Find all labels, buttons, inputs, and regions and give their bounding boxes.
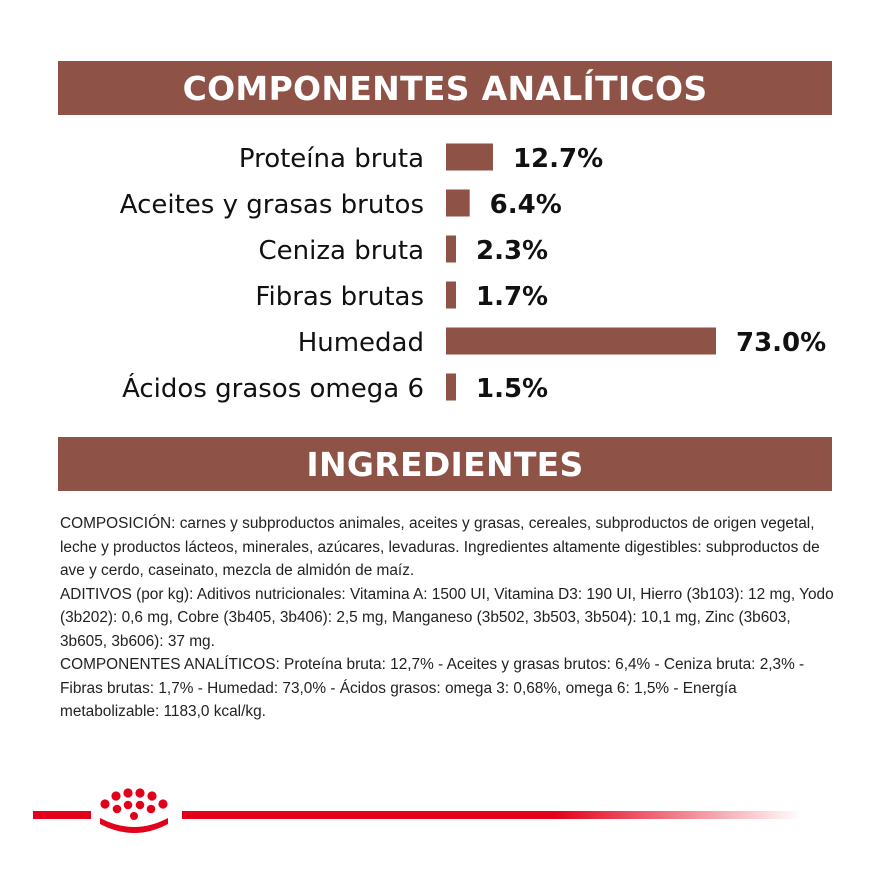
bar [446,328,716,355]
bar [446,144,493,171]
analytic-bar-chart [0,0,880,430]
category-label: Aceites y grasas brutos [119,190,424,220]
bar [446,374,456,401]
value-label: 1.7% [476,282,549,312]
footer-red-line-right [182,811,802,819]
additives-paragraph: ADITIVOS (por kg): Aditivos nutricionales: Vitamina A: 1500 UI, Vitamina D3: 190 UI, Hierro (3b103): 12 mg, Yodo (3b202): 0,6 mg, Cobre (3b405, 3b406): 2,5 mg, Manganeso (3b502, 3b503, 3b504): 10,1 mg, Zinc (3b603, 3b605, 3b606): 37 mg. [60,585,834,650]
category-label: Humedad [297,328,424,358]
bar [446,282,456,309]
royal-canin-crown-logo-icon [100,788,168,833]
analytic-components-title: COMPONENTES ANALÍTICOS [182,68,708,108]
value-label: 73.0% [736,328,827,358]
value-label: 1.5% [476,374,549,404]
analytic-paragraph: COMPONENTES ANALÍTICOS: Proteína bruta: 12,7% - Aceites y grasas brutos: 6,4% - Ceniza bruta: 2,3% - Fibras brutas: 1,7% - Humedad: 73,0% - Ácidos grasos: omega 3: 0,68%, omega 6: 1,5% - Energía metabolizable: 1183,0 kcal/kg. [60,656,805,720]
bar [446,236,456,263]
category-label: Proteína bruta [238,144,424,174]
category-label: Ácidos grasos omega 6 [122,374,424,404]
ingredients-title: INGREDIENTES [306,444,584,484]
value-label: 12.7% [512,144,604,174]
footer-brand-strip [0,784,880,840]
ingredients-text [60,512,835,724]
category-label: Ceniza bruta [258,236,424,266]
footer-red-line-left [33,811,91,819]
value-label: 2.3% [476,236,549,266]
ingredients-banner [58,437,832,491]
bar [446,190,470,217]
category-label: Fibras brutas [255,282,424,312]
value-label: 6.4% [489,190,562,220]
composition-paragraph: COMPOSICIÓN: carnes y subproductos animales, aceites y grasas, cereales, subproductos de origen vegetal, leche y productos lácteos, minerales, azúcares, levaduras. Ingredientes altamente digestibles: subproductos de ave y cerdo, caseinato, mezcla de almidón de maíz. [60,515,820,579]
